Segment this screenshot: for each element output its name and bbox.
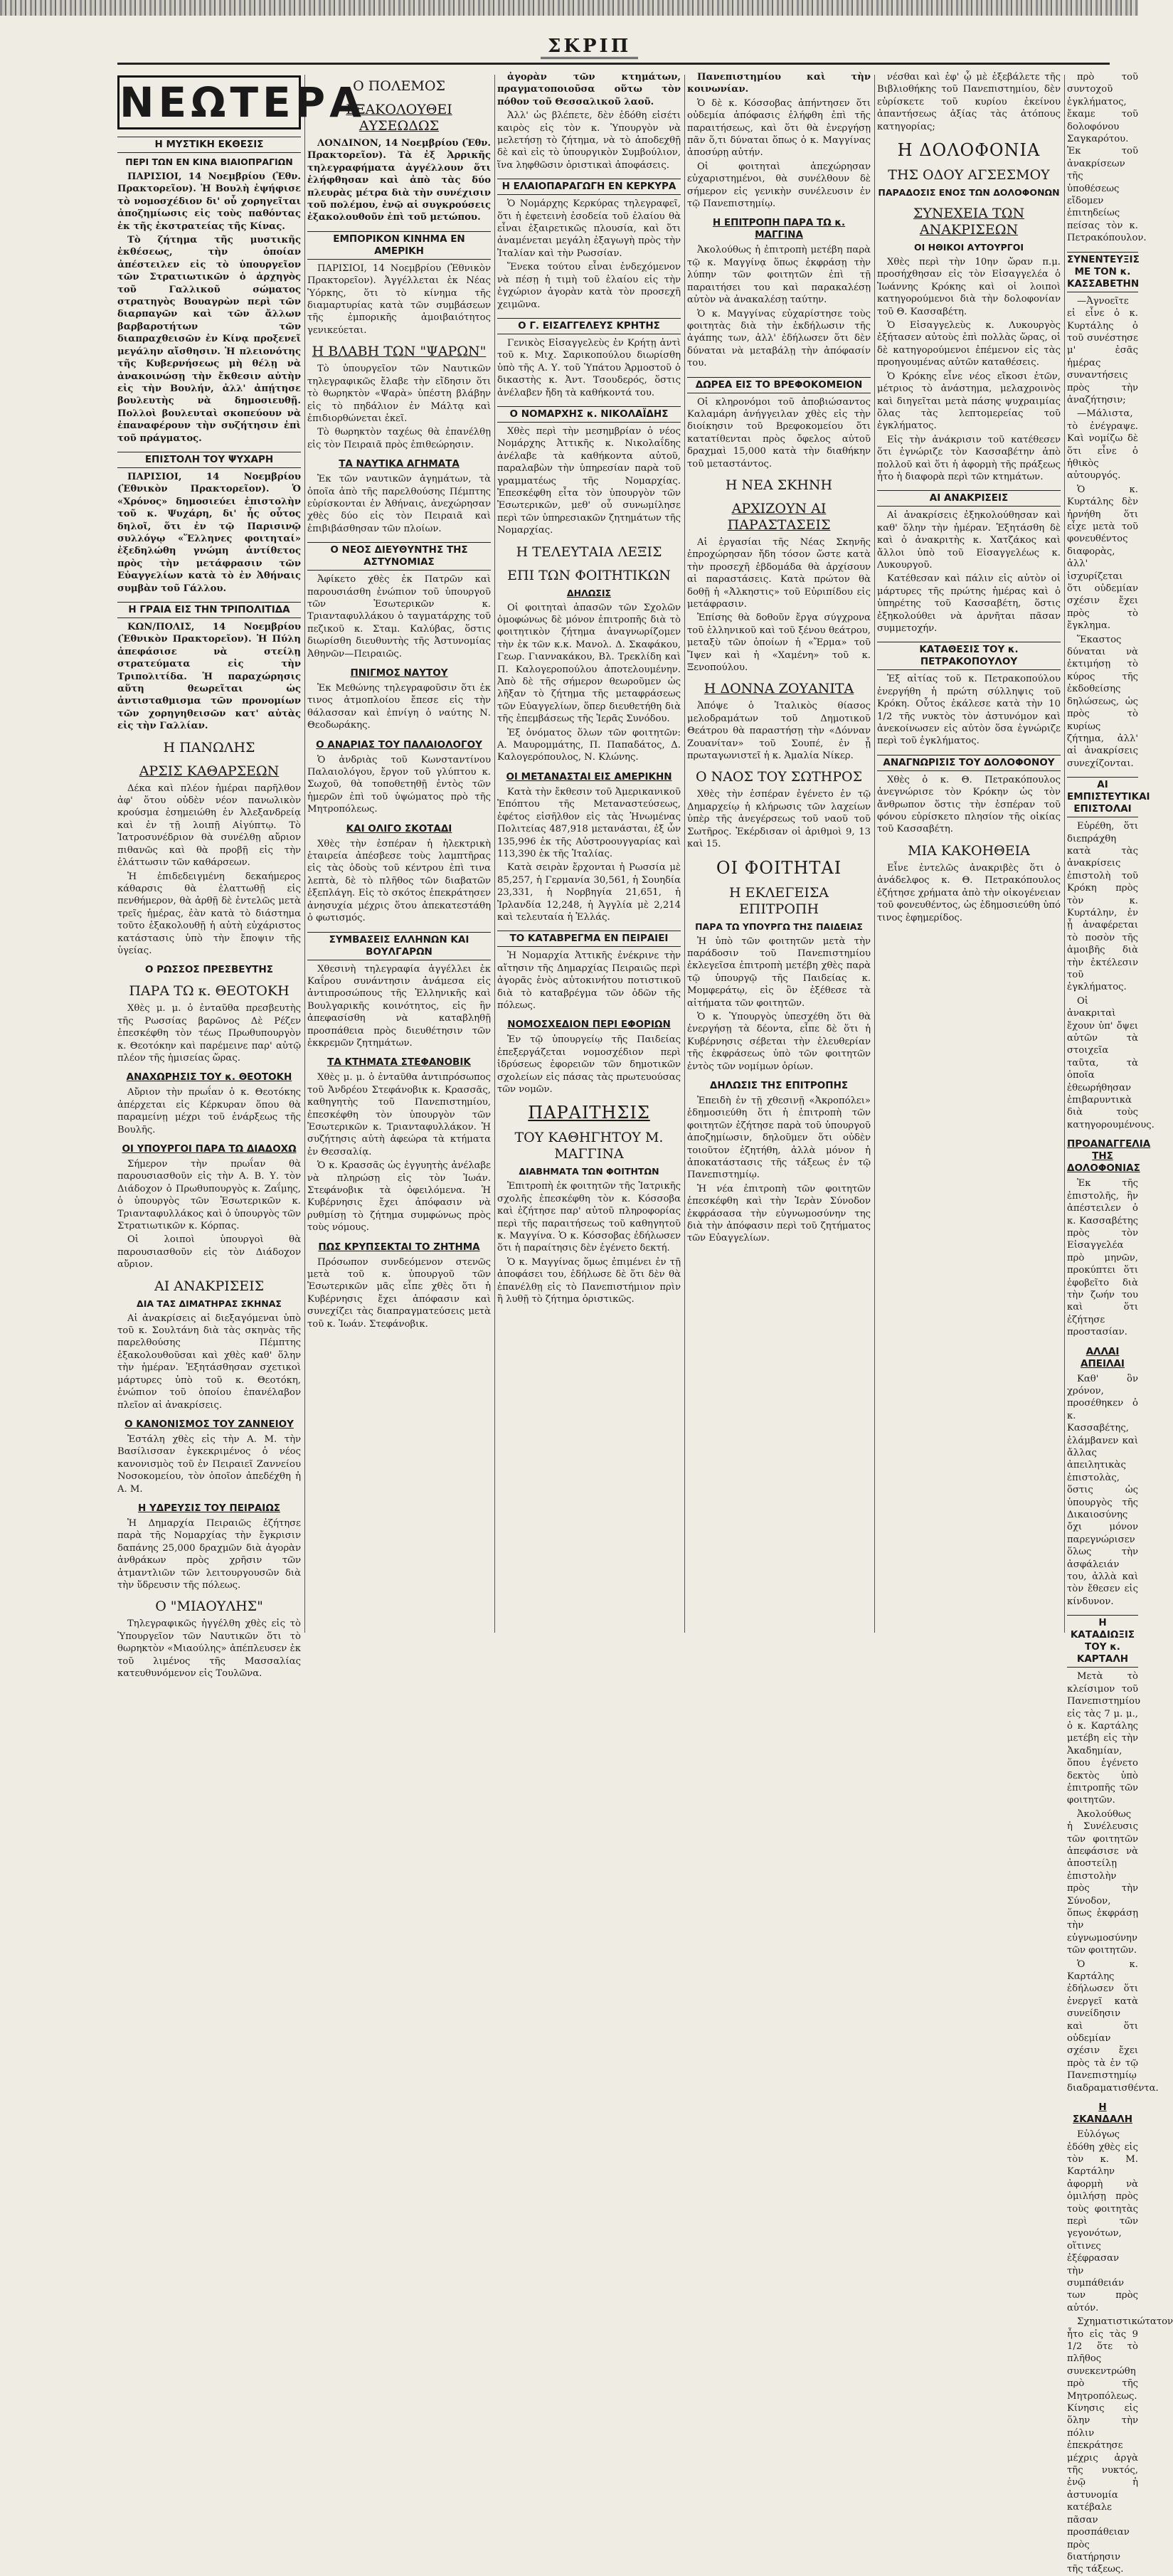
article-paragraph: —Ἀγνοεῖτε εἰ εἶνε ὁ κ. Κυρτάλης ὁ τοῦ συνέστησε μ' ἐσᾶς ἡμέρας συναντήσεις πρὸς τὴν ἀναζήτησιν; [1067, 295, 1138, 406]
article-title: ΑΛΛΑΙ ΑΠΕΙΛΑΙ [1081, 1345, 1125, 1369]
article-title: ΑΙ ΕΜΠΙΣΤΕΥΤΙΚΑΙ ΕΠΙΣΤΟΛΑΙ [1067, 777, 1138, 817]
article-title: ΕΜΠΟΡΙΚΟΝ ΚΙΝΗΜΑ ΕΝ ΑΜΕΡΙΚΗ [307, 231, 491, 260]
article-title: Ο ΚΑΝΟΝΙΣΜΟΣ ΤΟΥ ΖΑΝΝΕΙΟΥ [124, 1418, 294, 1430]
article-title: Η ΕΛΑΙΟΠΑΡΑΓΩΓΗ ΕΝ ΚΕΡΚΥΡΑ [497, 179, 681, 195]
article-subtitle: ΕΞΑΚΟΛΟΥΘΕΙ ΑΥΣΕΩΔΩΣ [346, 102, 452, 134]
article-subtitle: ΠΑΡΑΔΟΣΙΣ ΕΝΟΣ ΤΩΝ ΔΟΛΟΦΟΝΩΝ [878, 187, 1060, 198]
article-title: ΤΟ ΚΑΤΑΒΡΕΓΜΑ ΕΝ ΠΕΙΡΑΙΕΙ [497, 931, 681, 947]
article-paragraph: Ἐκ τῶν ναυτικῶν ἀγημάτων, τὰ ὁποῖα ἀπὸ τῆς παρελθούσης Πέμπτης εὑρίσκονται ἐν Ἀθήναις, ἀνεχώρησαν χθὲς δύο εἰς τὸν Πειραιᾶ καὶ ἐπιβιβάσθησαν τῶν πλοίων. [307, 474, 491, 534]
article-paragraph: ΠΑΡΙΣΙΟΙ, 14 Νοεμβρίου (Ἐθνικὸν Πρακτορεῖον). Ὁ «Χρόνος» δημοσιεύει ἐπιστολὴν τοῦ κ. Ψυχάρη, δι' ἧς οὗτος δηλοῖ, ὅτι ἐν τῷ Παρισινῷ συλλόγῳ «Ἕλληνες φοιτηταί» ἐξεδηλώθη γνώμη ἀντίθετος πρὸς τὴν μετάφρασιν τῶν Εὐαγγελίων κατὰ τὸ ἐν Ἀθήναις συμβὰν τοῦ Γάλλου. [117, 471, 301, 594]
article-title: Η ΕΠΙΤΡΟΠΗ ΠΑΡΑ ΤΩ κ. ΜΑΓΓΙΝΑ [712, 217, 846, 241]
article-paragraph: Χθὲς ὁ κ. Θ. Πετρακόπουλος ἀνεγνώρισε τὸν Κρόκην ὡς τὸν ἄνθρωπον ὅστις τὴν ἑσπέραν τοῦ φόνου εὑρίσκετο πλησίον τῆς οἰκίας τοῦ Κασσαβέτη. [877, 774, 1061, 835]
article-paragraph: Πρόσωπον συνδεόμενον στενῶς μετὰ τοῦ κ. ὑπουργοῦ τῶν Ἐσωτερικῶν μᾶς εἶπε χθὲς ὅτι ἡ Κυβέρνησις ἔχει ἀπόφασιν καὶ συνεχίζει τὰς διαπραγματεύσεις μετὰ τοῦ κ. Ἰωάν. Στεφάνοβικ. [307, 1256, 491, 1330]
article-title: ΤΑ ΝΑΥΤΙΚΑ ΑΓΗΜΑΤΑ [339, 458, 460, 470]
article-paragraph: Πανεπιστημίου καὶ τὴν κοινωνίαν. [687, 72, 871, 95]
article-paragraph: Ἐκ τῆς ἐπιστολῆς, ἣν ἀπέστειλεν ὁ κ. Κασσαβέτης πρὸς τὸν Εἰσαγγελέα πρὸ μηνῶν, προκύπτει ὅτι ἐφοβεῖτο διὰ τὴν ζωήν του καὶ ὅτι ἐζήτησε προστασίαν. [1067, 1178, 1138, 1338]
article-title: ΑΝΑΧΩΡΗΣΙΣ ΤΟΥ κ. ΘΕΟΤΟΚΗ [126, 1071, 292, 1083]
article-paragraph: Ἐπιτροπὴ ἐκ φοιτητῶν τῆς Ἰατρικῆς σχολῆς ἐπεσκέφθη τὸν κ. Κόσσοβα καὶ ἐζήτησε παρ' αὐτοῦ πληροφορίας περὶ τῆς παραιτήσεως τοῦ καθηγητοῦ κ. Μαγγίνα. Ὁ κ. Κόσσοβας ἐδήλωσεν ὅτι ἡ παραίτησις δὲν ἐγένετο δεκτή. [497, 1181, 681, 1254]
article-title: Η ΝΕΑ ΣΚΗΝΗ [725, 477, 833, 493]
article-paragraph: Χθὲς περὶ τὴν 10ην ὥραν π.μ. προσήχθησαν εἰς τὸν Εἰσαγγελέα ὁ Ἰωάννης Κρόκης καὶ οἱ λοιποὶ κατηγορούμενοι διὰ τὴν δολοφονίαν τοῦ Θ. Κασσαβέτη. [877, 257, 1061, 317]
article-paragraph: Εὑρέθη, ὅτι διεπράχθη κατὰ τὰς ἀνακρίσεις ἐπιστολὴ τοῦ Κρόκη πρὸς τὸν κ. Κυρτάλην, ἐν ᾗ ἀναφέρεται τὸ ποσὸν τῆς ἀμοιβῆς διὰ τὴν ἐκτέλεσιν τοῦ ἐγκλήματος. [1067, 821, 1138, 993]
article-title: Η ΚΑΤΑΔΙΩΞΙΣ ΤΟΥ κ. ΚΑΡΤΑΛΗ [1067, 1615, 1138, 1668]
article-paragraph: Ἡ Νομαρχία Ἀττικῆς ἐνέκρινε τὴν αἴτησιν τῆς Δημαρχίας Πειραιῶς περὶ ἀγορᾶς ἑνὸς αὐτοκινήτου ποτιστικοῦ διὰ τὸ καταβρέγμα τῶν ὁδῶν τῆς πόλεως. [497, 950, 681, 1011]
article-paragraph: Οἱ κληρονόμοι τοῦ ἀποβιώσαντος Καλαμάρη ἀνήγγειλαν χθὲς εἰς τὴν διοίκησιν τοῦ Βρεφοκομείου ὅτι κατατίθενται πρὸς ὄφελος αὐτοῦ δραχμαὶ 15,000 κατὰ τὴν διαθήκην τοῦ μεταστάντος. [687, 396, 871, 470]
article-paragraph: Ἕνεκα τούτου εἶναι ἐνδεχόμενον νὰ πέσῃ ἡ τιμὴ τοῦ ἐλαίου εἰς τὴν ἐγχώριον ἀγορὰν κατὰ τὸν προσεχῆ χειμῶνα. [497, 262, 681, 310]
article-paragraph: Ἐν τῷ ὑπουργείῳ τῆς Παιδείας ἐπεξεργάζεται νομοσχέδιον περὶ ἱδρύσεως ἐφορειῶν τῶν δημοτικῶν σχολείων εἰς πάσας τὰς πρωτευούσας τῶν νομῶν. [497, 1034, 681, 1095]
article-paragraph: Τὸ ὑπουργεῖον τῶν Ναυτικῶν τηλεγραφικῶς ἔλαβε τὴν εἴδησιν ὅτι τὸ θωρηκτὸν «Ψαρὰ» ὑπέστη βλάβην εἰς τὸ πηδάλιον ἐν Μάλτᾳ καὶ ἐπιδιορθώνεται ἐκεῖ. [307, 364, 491, 424]
article-title: Ο ΑΝΑΡΙΑΣ ΤΟΥ ΠΑΛΑΙΟΛΟΓΟΥ [316, 738, 482, 751]
article-paragraph: Δέκα καὶ πλέον ἡμέραι παρῆλθον ἀφ' ὅτου οὐδὲν νέον πανωλικὸν κρούσμα ἐσημειώθη ἐν Ἀλεξανδρείᾳ καὶ ἐν τῇ λοιπῇ Αἰγύπτῳ. Τὸ Ἰατροσυνέδριον θὰ συνέλθῃ αὔριον πιθανῶς καὶ θὰ προβῇ εἰς τὴν ἐλάττωσιν τῶν καθάρσεων. [117, 783, 301, 869]
article-paragraph: Χθὲς περὶ τὴν μεσημβρίαν ὁ νέος Νομάρχης Ἀττικῆς κ. Νικολαΐδης ἀνέλαβε τὰ καθήκοντα αὐτοῦ, παραλαβὼν τὴν ὑπηρεσίαν παρὰ τοῦ γραμματέως τῆς Νομαρχίας. Ἐπεσκέφθη εἶτα τὸν ὑπουργὸν τῶν Ἐσωτερικῶν, μεθ' οὗ συνωμίλησε περὶ τῶν ὑπηρεσιακῶν ζητημάτων τῆς Νομαρχίας. [497, 425, 681, 536]
article-subtitle: ΠΕΡΙ ΤΩΝ ΕΝ ΚΙΝΑ ΒΙΑΙΟΠΡΑΓΙΩΝ [125, 157, 293, 167]
column-3 [497, 71, 681, 1636]
article-paragraph: Αἱ ἀνακρίσεις αἱ διεξαγόμεναι ὑπὸ τοῦ κ. Σουλτάνη διὰ τὰς σκηνὰς τῆς παρελθούσης Πέμπτης ἐξακολουθοῦσαι καὶ χθὲς καθ' ὅλην τὴν ἡμέραν. Ἐξητάσθησαν σχετικοὶ μάρτυρες ὑπὸ τοῦ κ. Θεοτόκη, ἐνώπιον τοῦ ὁποίου ἐπανέλαβον πλεῖον αἱ ἀνακρίσεις. [117, 1313, 301, 1411]
article-title: ΟΙ ΦΟΙΤΗΤΑΙ [716, 857, 842, 878]
article-title: ΠΩΣ ΚΡΥΠΣΕΚΤΑΙ ΤΟ ΖΗΤΗΜΑ [318, 1241, 480, 1253]
article-paragraph: Ἀφίκετο χθὲς ἐκ Πατρῶν καὶ παρουσιάσθη ἐνώπιον τοῦ ὑπουργοῦ τῶν Ἐσωτερικῶν κ. Τριανταφυλλάκου ὁ ταγματάρχης τοῦ πεζικοῦ κ. Σταμ. Καλύβας, ὅστις διωρίσθη διευθυντὴς τῆς Ἀστυνομίας Ἀθηνῶν—Πειραιῶς. [307, 574, 491, 659]
article-paragraph: Εἰς τὴν ἀνάκρισιν τοῦ κατέθεσεν ὅτι ἐγνώριζε τὸν Κασσαβέτην ἀπὸ πολλοῦ καὶ ὅτι ἡ ἀφορμὴ τῆς πράξεως ἦτο ἡ διαφορὰ περὶ τῶν κτημάτων. [877, 434, 1061, 482]
article-subtitle: ΔΗΛΩΣΙΣ [566, 587, 612, 598]
article-paragraph: Σχηματιστικώτατον ἦτο εἰς τὰς 9 1/2 ὅτε τὸ πλῆθος συνεκεντρώθη πρὸ τῆς Μητροπόλεως. Κίνησις εἰς ὅλην τὴν πόλιν ἐπεκράτησε μέχρις ἀργὰ τῆς νυκτός, ἐνῷ ἡ ἀστυνομία κατέβαλε πᾶσαν προσπάθειαν πρὸς διατήρησιν τῆς τάξεως. [1067, 2316, 1173, 2575]
column-separator [304, 75, 305, 1633]
article-title: ΤΑ ΚΤΗΜΑΤΑ ΣΤΕΦΑΝΟΒΙΚ [327, 1056, 471, 1069]
article-paragraph: Ἐπίσης θὰ δοθοῦν ἔργα σύγχρονα τοῦ ἑλληνικοῦ καὶ τοῦ ξένου θεάτρου, μεταξὺ τῶν ὁποίων ἡ «Ἔρμα» τοῦ Ἴψεν καὶ ἡ «Χαμένη» τοῦ κ. Ξενοπούλου. [687, 613, 871, 674]
article-paragraph: Τηλεγραφικῶς ἠγγέλθη χθὲς εἰς τὸ Ὑπουργεῖον τῶν Ναυτικῶν ὅτι τὸ θωρηκτὸν «Μιαούλης» ἀπέπλευσεν ἐκ τοῦ λιμένος τῆς Μασσαλίας κατευθυνόμενον εἰς Τουλῶνα. [117, 1618, 301, 1679]
article-paragraph: ΛΟΝΔΙΝΟΝ, 14 Νοεμβρίου (Ἐθν. Πρακτορεῖον). Τὰ ἐξ Ἀρρικῆς τηλεγραφήματα ἀγγέλλουν ὅτι ἐλήφθησαν καὶ ἀπὸ τὰς δύο πλευρὰς μέτρα διὰ τὴν συνέχισιν τοῦ πολέμου, ἐνῷ αἱ συγκρούσεις ἐξακολουθοῦν ἐπὶ τοῦ μετώπου. [307, 138, 491, 223]
section-banner: ΝΕΩΤΕΡΑ [117, 75, 301, 129]
article-title: ΑΙ ΑΝΑΚΡΙΣΕΙΣ [154, 1278, 265, 1294]
article-title: ΔΗΛΩΣΙΣ ΤΗΣ ΕΠΙΤΡΟΠΗΣ [709, 1079, 849, 1091]
article-paragraph: Τὸ θωρηκτὸν ταχέως θὰ ἐπανέλθῃ εἰς τὸν Πειραιᾶ πρὸς ἐπιθεώρησιν. [307, 427, 491, 450]
article-subtitle: ΠΑΡΑ ΤΩ ΥΠΟΥΡΓΩ ΤΗΣ ΠΑΙΔΕΙΑΣ [695, 921, 863, 932]
column-2 [307, 71, 491, 1636]
article-paragraph: Αἱ ἐργασίαι τῆς Νέας Σκηνῆς ἐπροχώρησαν ἤδη τόσον ὥστε κατὰ τὴν προσεχῆ ἑβδομάδα θὰ ἀρχίσουν αἱ παραστάσεις. Κατὰ πρώτον θὰ δοθῇ ἡ «Ἀλκηστις» τοῦ Εὐριπίδου εἰς μετάφρασιν. [687, 536, 871, 610]
article-subtitle: Η ΕΚΛΕΓΕΙΣΑ ΕΠΙΤΡΟΠΗ [729, 884, 829, 917]
article-title: Ο ΝΟΜΑΡΧΗΣ κ. ΝΙΚΟΛΑΪΔΗΣ [497, 406, 681, 423]
article-paragraph: Ὁ κ. Μαγγίνας εὐχαρίστησε τοὺς φοιτητὰς διὰ τὴν ἐκδήλωσιν τῆς ἀγάπης των, ἀλλ' ἐδήλωσεν ὅτι δὲν δύναται νὰ μεταβάλῃ τὴν ἀπόφασίν του. [687, 308, 871, 369]
column-separator [684, 75, 685, 1633]
article-title: ΠΡΟΑΝΑΓΓΕΛΙΑ ΤΗΣ ΔΟΛΟΦΟΝΙΑΣ [1067, 1138, 1151, 1175]
article-subtitle: ΑΡΣΙΣ ΚΑΘΑΡΣΕΩΝ [139, 763, 280, 779]
article-paragraph: Οἱ φοιτηταὶ ἀπεχώρησαν εὐχαριστημένοι, θὰ συνέλθουν δὲ σήμερον εἰς γενικὴν συνέλευσιν ἐν τῷ Πανεπιστημίῳ. [687, 161, 871, 210]
article-paragraph: Ἐκ Μεθώνης τηλεγραφοῦσιν ὅτι ἐκ τινος ἀτμοπλοίου ἔπεσε εἰς τὴν θάλασσαν καὶ ἐπνίγη ὁ ναύτης Ν. Θεοδωράκης. [307, 683, 491, 731]
article-paragraph: Ἀπόψε ὁ Ἰταλικὸς θίασος μελοδραμάτων τοῦ Δημοτικοῦ Θεάτρου θὰ παραστήσῃ τὴν «Δόνναν Ζουανίταν» τοῦ Σουπέ, ἐν ᾗ πρωταγωνιστεῖ ἡ κ. Ἀμαλία Νίκερ. [687, 701, 871, 762]
article-title: Η ΤΕΛΕΥΤΑΙΑ ΛΕΞΙΣ [516, 544, 662, 560]
article-title: Η ΜΥΣΤΙΚΗ ΕΚΘΕΣΙΣ [117, 137, 301, 153]
article-paragraph: Ἀκολούθως ἡ ἐπιτροπὴ μετέβη παρὰ τῷ κ. Μαγγίνᾳ ὅπως ἐκφράσῃ τὴν λύπην τῶν φοιτητῶν ἐπὶ τῇ παραιτήσει του καὶ παρακαλέσῃ αὐτὸν νὰ ἀνακαλέσῃ ταύτην. [687, 245, 871, 306]
article-title: Η ΒΛΑΒΗ ΤΩΝ "ΨΑΡΩΝ" [312, 344, 487, 360]
article-title: Ο "ΜΙΑΟΥΛΗΣ" [155, 1599, 263, 1615]
article-title: Ο ΝΕΟΣ ΔΙΕΥΘΥΝΤΗΣ ΤΗΣ ΑΣΤΥΝΟΜΙΑΣ [307, 542, 491, 571]
article-paragraph: Εὐλόγως ἐδόθη χθὲς εἰς τὸν κ. Μ. Καρτάλην ἀφορμὴ νὰ ὁμιλήσῃ πρὸς τοὺς φοιτητὰς περὶ τῶν γεγονότων, οἵτινες ἐξέφρασαν τὴν συμπάθειάν των πρὸς αὐτόν. [1067, 2129, 1138, 2313]
article-paragraph: Ἡ Δημαρχία Πειραιῶς ἐζήτησε παρὰ τῆς Νομαρχίας τὴν ἔγκρισιν δαπάνης 25,000 δραχμῶν διὰ ἀγορὰν ἀνθράκων πρὸς χρῆσιν τῶν ἀτμαντλιῶν τῶν λειτουργουσῶν διὰ τὴν ὕδρευσιν τῆς πόλεως. [117, 1517, 301, 1591]
article-title: Η ΓΡΑΙΑ ΕΙΣ ΤΗΝ ΤΡΙΠΟΛΙΤΙΔΑ [117, 602, 301, 618]
article-subtitle: ΤΗΣ ΟΔΟΥ ΑΓΣΕΣΜΟΥ [888, 167, 1050, 184]
article-paragraph: Ὁ Νομάρχης Κερκύρας τηλεγραφεῖ, ὅτι ἡ ἐφετεινὴ ἐσοδεία τοῦ ἐλαίου θὰ εἶναι ἐξαιρετικῶς πλουσία, καὶ ὅτι ἀναμένεται μεγάλη ἐξαγωγὴ πρὸς τὴν Ἰταλίαν καὶ τὴν Ρωσσίαν. [497, 198, 681, 259]
article-paragraph: Αὔριον τὴν πρωΐαν ὁ κ. Θεοτόκης ἀπέρχεται εἰς Κέρκυραν ὅπου θὰ παραμείνῃ μέχρι τοῦ ἐνάρξεως τῆς Βουλῆς. [117, 1087, 301, 1135]
article-title: ΔΩΡΕΑ ΕΙΣ ΤΟ ΒΡΕΦΟΚΟΜΕΙΟΝ [687, 377, 871, 393]
article-title: ΑΙ ΑΝΑΚΡΙΣΕΙΣ [877, 490, 1061, 507]
article-title: Ο ΝΑΟΣ ΤΟΥ ΣΩΤΗΡΟΣ [695, 769, 863, 785]
article-paragraph: Ἐξ αἰτίας τοῦ κ. Πετρακοπούλου ἐνεργήθη ἡ πρώτη σύλληψις τοῦ Κρόκη. Οὗτος ἐκάλεσε κατὰ τὴν 10 1/2 τῆς νυκτὸς τὸν ἀστυνόμον καὶ ἀνεκοίνωσεν εἰς αὐτὸν ὅσα ἐγνώριζε περὶ τοῦ ἐγκλήματος. [877, 674, 1061, 747]
article-paragraph: Κατέθεσαν καὶ πάλιν εἰς αὐτὸν οἱ μάρτυρες τῆς πρώτης ἡμέρας καὶ ὁ ὑπηρέτης τοῦ Κασσαβέτη, ὅστις ἐξηκολούθει νὰ ἀρνῆται πᾶσαν συμμετοχήν. [877, 573, 1061, 634]
article-title: Ο ΠΟΛΕΜΟΣ [353, 78, 445, 94]
article-title: ΝΟΜΟΣΧΕΔΙΟΝ ΠΕΡΙ ΕΦΟΡΙΩΝ [507, 1019, 671, 1031]
article-title: ΕΠΙΣΤΟΛΗ ΤΟΥ ΨΥΧΑΡΗ [117, 452, 301, 468]
column-separator [494, 75, 495, 1633]
article-paragraph: Αἱ ἀνακρίσεις ἐξηκολούθησαν καὶ καθ' ὅλην τὴν ἡμέραν. Ἐξητάσθη δὲ καὶ ὁ ἀνακριτὴς κ. Χατζάκος καὶ ἄλλοι ὑπὸ τοῦ Εἰσαγγελέως κ. Λυκουργοῦ. [877, 510, 1061, 571]
article-paragraph: Ὁ Κρόκης εἶνε νέος εἴκοσι ἐτῶν, μέτριος τὸ ἀνάστημα, μελαχροινὸς καὶ διηγεῖται μετὰ πάσης ψυχραιμίας ὅλας τὰς λεπτομερείας τοῦ ἐγκλήματος. [877, 371, 1061, 432]
article-paragraph: Οἱ φοιτηταὶ ἁπασῶν τῶν Σχολῶν ὁμοφώνως δὲ μόνον ἐπιτροπῆς διὰ τὸ φοιτητικὸν ζήτημα ἀναγνωρίζομεν τὴν ἐκ τῶν κ.κ. Μανολ. Δ. Σκαφάκου, Γεωρ. Γιαννακάκου, Βλ. Τρεκλίδη καὶ Π. Καλογεροπούλου ἀποτελουμένην. Ἀπὸ δὲ τῆς σήμερον θεωροῦμεν ὡς λῆξαν τὸ ζήτημα τῆς μεταφράσεως τῶν Εὐαγγελίων, ὅπερ διευθετήθη διὰ τῆς ἐπεμβάσεως τῆς Ἱερᾶς Συνόδου. [497, 602, 681, 725]
article-title: ΣΥΜΒΑΣΕΙΣ ΕΛΛΗΝΩΝ ΚΑΙ ΒΟΥΛΓΑΡΩΝ [307, 932, 491, 960]
article-paragraph: Εἶνε ἐντελῶς ἀνακριβὲς ὅτι ὁ ἀνάδελφος κ. Θ. Πετρακόπουλος ἐζήτησε χρήματα ἀπὸ τὴν οἰκογένειαν τοῦ φονευθέντος, ὡς ἐδημοσιεύθη ὑπό τινος ἐφημερίδος. [877, 862, 1061, 923]
article-title: ΑΝΑΓΝΩΡΙΣΙΣ ΤΟΥ ΔΟΛΟΦΟΝΟΥ [877, 755, 1061, 771]
article-paragraph: Ὁ κ. Ὑπουργὸς ὑπεσχέθη ὅτι θὰ ἐνεργήσῃ τὰ δέοντα, εἶπε δὲ ὅτι ἡ Κυβέρνησις σέβεται τὴν ἐλευθερίαν τῆς ἐκφράσεως ὑπὸ τῶν φοιτητῶν ἐντὸς τῶν νομίμων ὁρίων. [687, 1011, 871, 1072]
article-paragraph: Χθὲς μ. μ. ὁ ἐνταῦθα ἀντιπρόσωπος τοῦ Ἀνδρέου Στεφάνοβικ κ. Κρασσᾶς, καθηγητὴς τοῦ Πανεπιστημίου, ἐπεσκέφθη τὸν ὑπουργὸν τῶν Ἐσωτερικῶν κ. Τριανταφυλλάκον. Ἡ συζήτησις αὐτὴ ἀφεώρα τὰ κτήματα ἐν Θεσσαλίᾳ. [307, 1072, 491, 1157]
column-separator [874, 75, 875, 1633]
article-paragraph: Ὁ κ. Μαγγίνας ὅμως ἐπιμένει ἐν τῇ ἀποφάσει του, ἐδήλωσε δὲ ὅτι δὲν θὰ ἐπανέλθῃ εἰς τὸ Πανεπιστήμιον πρὶν ἢ λυθῇ τὸ ζήτημα ὁριστικῶς. [497, 1256, 681, 1305]
article-paragraph: Ὁ δὲ κ. Κόσσοβας ἀπήντησεν ὅτι οὐδεμία ἀπόφασις ἐλήφθη ἐπὶ τῆς παραιτήσεως, καὶ ὅτι θὰ ἐνεργήσῃ πᾶν ὅ,τι δύναται ὅπως ὁ κ. Μαγγίνας ἀποσύρῃ αὐτήν. [687, 97, 871, 159]
article-paragraph: Χθὲς τὴν ἑσπέραν ἐγένετο ἐν τῷ Δημαρχείῳ ἡ κλήρωσις τῶν λαχείων ὑπὲρ τῆς ἀνεγέρσεως τοῦ ναοῦ τοῦ Σωτῆρος. Ἐκέρδισαν οἱ ἀριθμοὶ 9, 13 καὶ 15. [687, 789, 871, 850]
article-paragraph: ΠΑΡΙΣΙΟΙ, 14 Νοεμβρίου (Ἐθν. Πρακτορεῖον). Ἡ Βουλὴ ἐψήφισε τὸ νομοσχέδιον δι' οὗ χορηγεῖται ἀποζημίωσις εἰς τοὺς παθόντας ἐκ τῆς ἐκστρατείας τῆς Κίνας. [117, 171, 301, 232]
article-title: Η ΔΟΝΝΑ ΖΟΥΑΝΙΤΑ [704, 681, 854, 697]
article-paragraph: Ἐξ ὀνόματος ὅλων τῶν φοιτητῶν: Α. Μαυρομμάτης, Π. Παπαδάτος, Δ. Καλογερόπουλος, Ν. Κλώνης. [497, 727, 681, 763]
article-title: Ο Γ. ΕΙΣΑΓΓΕΛΕΥΣ ΚΡΗΤΗΣ [497, 318, 681, 334]
column-6 [1067, 71, 1173, 2575]
article-title: ΠΑΡΑΙΤΗΣΙΣ [528, 1103, 650, 1123]
article-paragraph: Ὁ κ. Κυρτάλης δὲν ἠρνήθη ὅτι εἶχε μετὰ τοῦ φονευθέντος διαφορὰς, ἀλλ' ἰσχυρίζεται ὅτι οὐδεμίαν σχέσιν ἔχει πρὸς τὸ ἔγκλημα. [1067, 484, 1138, 632]
article-paragraph: Ἕκαστος δύναται νὰ ἐκτιμήσῃ τὸ κύρος τῆς ἐκδοθείσης δηλώσεως, ὡς πρὸς τὸ κυρίως ζήτημα, ἀλλ' αἱ ἀνακρίσεις συνεχίζονται. [1067, 634, 1138, 769]
article-title: ΚΑΤΑΘΕΣΙΣ ΤΟΥ κ. ΠΕΤΡΑΚΟΠΟΥΛΟΥ [877, 642, 1061, 670]
article-title: ΟΙ ΥΠΟΥΡΓΟΙ ΠΑΡΑ ΤΩ ΔΙΑΔΟΧΩ [122, 1143, 297, 1155]
article-paragraph: Ἀκολούθως ἡ Συνέλευσις τῶν φοιτητῶν ἀπεφάσισε νὰ ἀποστείλῃ ἐπιστολὴν πρὸς τὴν Σύνοδον, ὅπως ἐκφράσῃ τὴν εὐγνωμοσύνην τῶν φοιτητῶν. [1067, 1808, 1138, 1956]
article-paragraph: ΠΑΡΙΣΙΟΙ, 14 Νοεμβρίου (Ἐθνικὸν Πρακτορεῖον). Ἀγγέλλεται ἐκ Νέας Ὑόρκης, ὅτι τὸ κίνημα τῆς διαμαρτυρίας κατὰ τῶν συμβάσεων τῆς ἐμπορικῆς ἀμοιβαιότητος γενικεύεται. [307, 263, 491, 336]
article-paragraph: —Μάλιστα, τὸ ἐνέγραψε. Καὶ νομίζω δὲ ὅτι εἶνε ὁ ἠθικὸς αὐτουργός. [1067, 408, 1138, 482]
article-paragraph: Οἱ ἀνακριταὶ ἔχουν ὑπ' ὄψει αὐτῶν τὰ στοιχεῖα ταῦτα, τὰ ὁποῖα ἐθεωρήθησαν ἐπιβαρυντικὰ διὰ τοὺς κατηγορουμένους. [1067, 995, 1155, 1130]
article-paragraph: Καθ' ὃν χρόνον, προσέθηκεν ὁ κ. Κασσαβέτης, ἐλάμβανεν καὶ ἄλλας ἀπειλητικὰς ἐπιστολὰς, ὅστις ὡς ὑπουργὸς τῆς Δικαιοσύνης ὄχι μόνον παρεγνώρισεν ὅλως τὴν ἀσφάλειάν του, ἀλλὰ καὶ τὸν ἔθεσεν εἰς κίνδυνον. [1067, 1373, 1138, 1607]
article-title: Η ΠΑΝΩΛΗΣ [163, 739, 255, 756]
article-title: Η ΔΟΛΟΦΟΝΙΑ [897, 140, 1041, 161]
article-title: ΟΙ ΜΕΤΑΝΑΣΤΑΙ ΕΙΣ ΑΜΕΡΙΚΗΝ [506, 770, 672, 783]
column-5 [877, 71, 1061, 1636]
article-paragraph: Χθεσινὴ τηλεγραφία ἀγγέλλει ἐκ Καΐρου συνάντησιν ἀνάμεσα εἰς ἀντιπροσώπους τῆς Ἑλληνικῆς καὶ Βουλγαρικῆς κοινότητος, εἰς ἣν ἀπεφασίσθη νὰ καταβληθῇ προσπάθεια πρὸς διευθέτησιν τῶν ἐκκρεμῶν ζητημάτων. [307, 963, 491, 1049]
article-title: ΣΥΝΕΝΤΕΥΞΙΣ ΜΕ ΤΟΝ κ. ΚΑΣΣΑΒΕΤΗΝ [1067, 252, 1138, 292]
article-paragraph: ἀγορὰν τῶν κτημάτων, πραγματοποιοῦσα οὕτω τὸν πόθον τοῦ Θεσσαλικοῦ λαοῦ. [497, 72, 681, 107]
article-paragraph: Μετὰ τὸ κλείσιμον τοῦ Πανεπιστημίου εἰς τὰς 7 μ. μ., ὁ κ. Καρτάλης μετέβη εἰς τὴν Ἀκαδημίαν, ὅπου ἐγένετο δεκτὸς ὑπὸ ἐπιτροπῆς τῶν φοιτητῶν. [1067, 1671, 1140, 1806]
column-4 [687, 71, 871, 1636]
article-paragraph: Ὁ κ. Καρτάλης ἐδήλωσεν ὅτι ἐνεργεῖ κατὰ συνείδησιν καὶ ὅτι οὐδεμίαν σχέσιν ἔχει πρὸς τὰ ἐν τῷ Πανεπιστημίῳ διαδραματισθέντα. [1067, 1958, 1159, 2094]
article-title: Η ΥΔΡΕΥΣΙΣ ΤΟΥ ΠΕΙΡΑΙΩΣ [137, 1502, 281, 1514]
article-paragraph: Σήμερον τὴν πρωΐαν θὰ παρουσιασθοῦν εἰς τὴν Α. Β. Υ. τὸν Διάδοχον ὁ Πρωθυπουργὸς κ. Ζαΐμης, ὁ ὑπουργὸς τῶν Ἐσωτερικῶν κ. Τριανταφυλλάκος καὶ ὁ ὑπουργὸς τῶν Στρατιωτικῶν κ. Κόρπας. [117, 1159, 301, 1232]
article-title: ΜΙΑ ΚΑΚΟΗΘΕΙΑ [908, 842, 1030, 859]
newspaper-name: ΣΚΡΙΠ [541, 36, 638, 59]
article-paragraph: Ἡ ὑπὸ τῶν φοιτητῶν μετὰ τὴν παράδοσιν τοῦ Πανεπιστημίου ἐκλεγεῖσα ἐπιτροπὴ μετέβη χθὲς παρὰ τῷ ὑπουργῷ τῆς Παιδείας κ. Μομφεράτῳ, εἰς ὃν ἐξέθεσε τὰ αἰτήματα τῶν φοιτητῶν. [687, 935, 871, 1009]
article-paragraph: Χθὲς μ. μ. ὁ ἐνταῦθα πρεσβευτὴς τῆς Ρωσσίας βαρῶνος Δὲ Ρέζεν ἐπεσκέφθη τὸν τέως Πρωθυπουργὸν κ. Θεοτόκην καὶ παρέμεινε παρ' αὐτῷ πλέον τῆς ἡμισείας ὥρας. [117, 1003, 301, 1064]
masthead [0, 28, 1138, 71]
article-title: ΠΝΙΓΜΟΣ ΝΑΥΤΟΥ [350, 667, 448, 679]
article-subtitle: ΕΠΙ ΤΩΝ ΦΟΙΤΗΤΙΚΩΝ [507, 567, 671, 583]
article-paragraph: Κατὰ σειρὰν ἔρχονται ἡ Ρωσσία μὲ 85,257, ἡ Γερμανία 30,561, ἡ Σουηδία 23,331, ἡ Νορβηγία 21,651, ἡ Ἰρλανδία 12,248, ἡ Ἀγγλία μὲ 2,214 καὶ τελευταία ἡ Ἑλλάς. [497, 862, 681, 923]
article-subtitle: ΔΙΑΒΗΜΑΤΑ ΤΩΝ ΦΟΙΤΗΤΩΝ [519, 1166, 659, 1177]
article-subtitle: ΟΙ ΗΘΙΚΟΙ ΑΥΤΟΥΡΓΟΙ [913, 242, 1024, 253]
article-paragraph: Χθὲς τὴν ἑσπέραν ἡ ἠλεκτρικὴ ἑταιρεία ἀπέσβεσε τοὺς λαμπτῆρας εἰς τὰς ὁδοὺς τοῦ κέντρου ἐπὶ τινα λεπτὰ, δὲ τὸ πλῆθος τῶν διαβατῶν ἐξεπλάγη. Εἰς τὸ σκότος ἐπεκράτησεν ἀνησυχία μέχρις ὅτου ἀπεκατεστάθη ὁ φωτισμός. [307, 838, 491, 924]
article-subtitle: ΤΟΥ ΚΑΘΗΓΗΤΟΥ Μ. ΜΑΓΓΙΝΑ [514, 1130, 664, 1162]
article-paragraph: Τὸ ζήτημα τῆς μυστικῆς ἐκθέσεως, τὴν ὁποίαν ἀπέστειλεν εἰς τὸ ὑπουργεῖον τῶν Στρατιωτικῶν ὁ ἀρχηγὸς τοῦ Γαλλικοῦ σώματος στρατηγὸς Βουαγρὼν περὶ τῶν διαρπαγῶν καὶ τῶν ἄλλων βαρβαροτήτων τῶν διαπραχθεισῶν ἐν Κίνᾳ προξενεῖ μεγάλην αἴσθησιν. Ἡ πλειονότης τῆς Κυβερνήσεως μὴ θέλῃ νὰ ἀνακοινώσῃ τὴν ἔκθεσιν αὐτὴν εἰς τὴν Βουλήν, ἀλλ' ἀπῄτησε βουλευτὴς νὰ δημοσιευθῇ. Πολλοὶ βουλευταὶ σκοπεύουν νὰ ἐπαναφέρουν τὴν συζήτησιν ἐπὶ τοῦ πράγματος. [117, 235, 301, 444]
article-subtitle: ΠΑΡΑ ΤΩ κ. ΘΕΟΤΟΚΗ [129, 983, 290, 1000]
article-subtitle: ΔΙΑ ΤΑΣ ΔΙΜΑΤΗΡΑΣ ΣΚΗΝΑΣ [137, 1298, 282, 1309]
column-1 [117, 71, 366, 1679]
article-paragraph: Κατὰ τὴν ἔκθεσιν τοῦ Ἀμερικανικοῦ Ἐπόπτου τῆς Μεταναστεύσεως, ἐφέτος εἰσῆλθον εἰς τὰς Ἡνωμένας Πολιτείας 487,918 μετανάσται, ἐξ ὧν 135,996 ἐκ τῆς Αὐστροουγγαρίας καὶ 113,390 ἐκ τῆς Ἰταλίας. [497, 786, 681, 859]
article-subtitle: ΣΥΝΕΧΕΙΑ ΤΩΝ ΑΝΑΚΡΙΣΕΩΝ [913, 206, 1025, 238]
article-paragraph: ΚΩΝ/ΠΟΛΙΣ, 14 Νοεμβρίου (Ἐθνικὸν Πρακτορεῖον). Ἡ Πύλη ἀπεφάσισε νὰ στείλῃ στρατεύματα εἰς τὴν Τριπολιτίδα. Ἡ παραχώρησις αὕτη θεωρεῖται ὡς ἀντισταθμισμα τῶν προνομίων τῶν χορηγηθεισῶν κατ' αὐτὰς εἰς τὴν Γαλλίαν. [117, 622, 301, 732]
article-paragraph: πρὸ τοῦ συντοχοῦ ἐγκλήματος, ἔκαμε τοῦ δολοφόνου Σαγκαρότου. Ἐκ τοῦ ἀνακρίσεων τῆς ὑποθέσεως εἴδομεν ἐπιτηδείως πείσας τὸν κ. Πετρακόπουλον. [1067, 72, 1147, 244]
article-paragraph: Ὁ Εἰσαγγελεὺς κ. Λυκουργὸς ἐξήτασεν αὐτοὺς ἐπὶ πολλὰς ὥρας, οἱ δὲ κατηγορούμενοι ἐπέμενον εἰς τὰς προηγουμένας αὐτῶν καταθέσεις. [877, 320, 1061, 369]
article-title: Ο ΡΩΣΣΟΣ ΠΡΕΣΒΕΥΤΗΣ [144, 964, 274, 976]
article-paragraph: Οἱ λοιποὶ ὑπουργοὶ θὰ παρουσιασθοῦν εἰς τὸν Διάδοχον αὔριον. [117, 1234, 301, 1271]
article-title: ΚΑΙ ΟΛΙΓΟ ΣΚΟΤΑΔΙ [346, 822, 452, 834]
article-paragraph: Ἡ νέα ἐπιτροπὴ τῶν φοιτητῶν ἐπεσκέφθη καὶ τὴν Ἱερὰν Σύνοδον ἐκφράσασα τὴν εὐγνωμοσύνην της διὰ τὴν ἀπόφασιν περὶ τοῦ ζητήματος τῶν Εὐαγγελίων. [687, 1183, 871, 1244]
article-subtitle: ΑΡΧΙΖΟΥΝ ΑΙ ΠΑΡΑΣΤΑΣΕΙΣ [727, 500, 831, 533]
article-paragraph: Ἡ ἐπιδεδειγμένη δεκαήμερος κάθαρσις θὰ ἐλαττωθῇ εἰς πενθήμερον, θὰ ἀρθῇ δὲ ἐντελῶς μετὰ τρεῖς ἡμέρας, ἐὰν κατὰ τὸ διάστημα τοῦτο ἐξακολουθῇ ἡ αὐτὴ εὐχάριστος κατάστασις ὑπὸ τὴν ἔποψιν τῆς ὑγείας. [117, 871, 301, 956]
article-paragraph: Ἀλλ' ὡς βλέπετε, δὲν ἐδόθη εἰσέτι καιρὸς εἰς τὸν κ. Ὑπουργὸν νὰ μελετήσῃ τὸ ζήτημα, νὰ τὸ ἀποδεχθῇ δὲ καὶ εἰς τὸ ὑπουργικὸν Συμβούλιον, ἵνα ληφθῶσιν ὁριστικαὶ ἀποφάσεις. [497, 110, 681, 171]
masthead-rule [117, 63, 1110, 65]
article-paragraph: Ὁ ἀνδριὰς τοῦ Κωνσταντίνου Παλαιολόγου, ἔργον τοῦ γλύπτου κ. Σωχοῦ, θὰ τοποθετηθῇ ἐντὸς τῶν ἡμερῶν ἐπὶ τοῦ ὑψώματος πρὸ τῆς Μητροπόλεως. [307, 754, 491, 815]
column-separator [1064, 75, 1065, 1633]
article-paragraph: Ὁ κ. Κρασσᾶς ὡς ἐγγυητὴς ἀνέλαβε νὰ πληρώσῃ εἰς τὸν Ἰωάν. Στεφάνοβικ τὰ ὀφειλόμενα. Ἡ Κυβέρνησις ἔχει ἀπόφασιν νὰ ρυθμίσῃ τὸ ζήτημα συμφώνως πρὸς τοὺς νόμους. [307, 1160, 491, 1234]
article-paragraph: Γενικὸς Εἰσαγγελεὺς ἐν Κρήτῃ ἀντὶ τοῦ κ. Μιχ. Σαρικοπούλου διωρίσθη ὑπὸ τῆς Α. Υ. τοῦ Ὑπάτου Ἁρμοστοῦ ὁ δικαστὴς κ. Ἀντ. Τσουδερός, ὅστις ἀνέλαβεν ἤδη τὰ καθήκοντά του. [497, 337, 681, 398]
article-paragraph: Ἐστάλη χθὲς εἰς τὴν Α. Μ. τὴν Βασίλισσαν ἐγκεκριμένος ὁ νέος κανονισμὸς τοῦ ἐν Πειραιεῖ Ζαννείου Νοσοκομείου, τὸν ὁποῖον ἀπεδέχθη ἡ Α. Μ. [117, 1433, 301, 1495]
article-paragraph: νέσθαι καὶ ἐφ' ᾧ μὲ ἐξεβάλετε τῆς Βιβλιοθήκης τοῦ Πανεπιστημίου, δὲν εὑρίσκετε τοῦ κυρίου ἐκείνου ἀπαντήσεως ἀξίας τὰς ἀτόπους κατηγορίας; [877, 72, 1061, 132]
torn-top-edge [0, 0, 1138, 16]
article-title: Η ΣΚΑΝΔΑΛΗ [1072, 2101, 1133, 2126]
article-paragraph: Ἐπειδὴ ἐν τῇ χθεσινῇ «Ἀκροπόλει» ἐδημοσιεύθη ὅτι ἡ ἐπιτροπὴ τῶν φοιτητῶν ἐζήτησε παρὰ τοῦ ὑπουργοῦ ἀποζημίωσιν, δηλοῦμεν ὅτι οὐδὲν τοιοῦτον ἐζητήθη, ἀλλὰ μόνον ἡ ἀποκατάστασις τῆς τάξεως ἐν τῷ Πανεπιστημίῳ. [687, 1095, 871, 1181]
